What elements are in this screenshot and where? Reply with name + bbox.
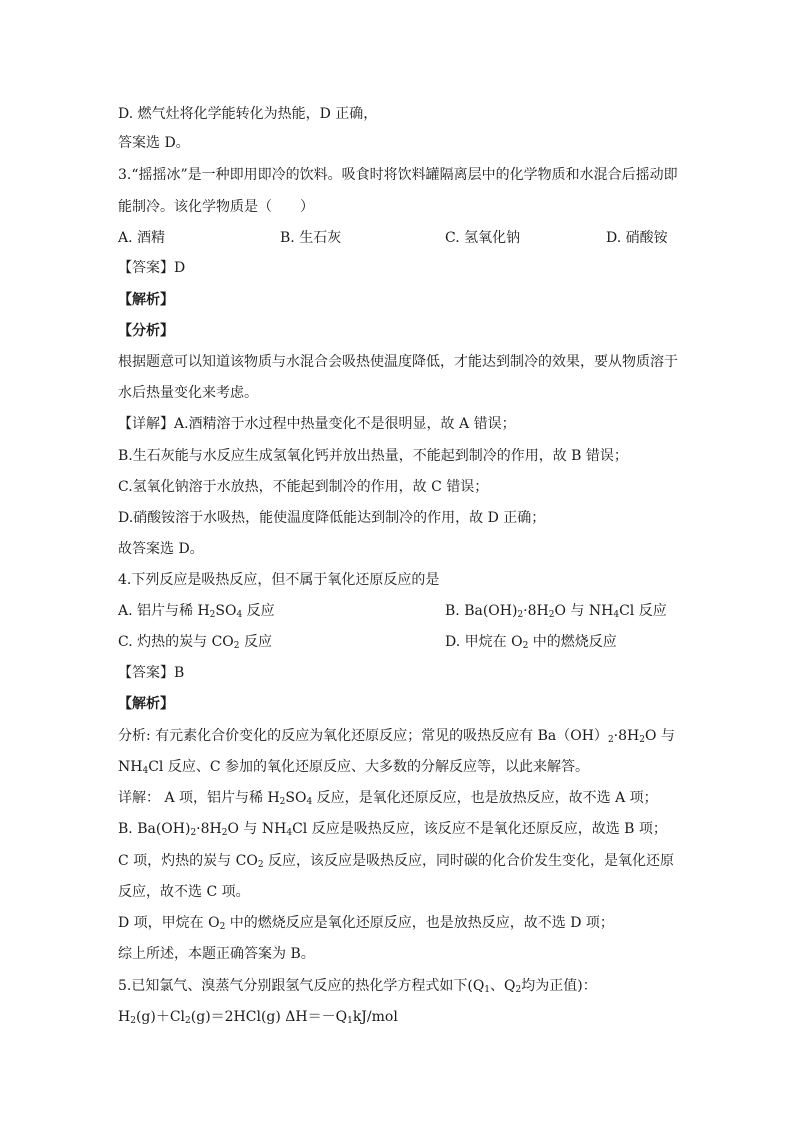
option-c: C. 氢氧化钠 [445, 230, 521, 246]
analysis-text: $NH_4Cl$ 反应、C 参加的氧化还原反应、大多数的分解反应等，以此来解答。 [118, 759, 590, 776]
option-a: A. 铝片与稀 $H_2SO_4$ 反应 [118, 603, 275, 620]
option-d: D. 甲烷在 $O_2$ 中的燃烧反应 [445, 634, 617, 651]
detail-text: B. $Ba(OH)_2\cdot 8H_2O$ 与 $NH_4Cl$ 反应是吸热反应，该反应不是氧化还原反应，故选 B 项； [118, 821, 667, 838]
analysis-text: 水后热量变化来考虑。 [118, 385, 258, 401]
jiexi-heading: 【解析】 [118, 696, 174, 712]
option-c: C. 灼热的炭与 $CO_2$ 反应 [118, 634, 272, 651]
detail-text: 【详解】A.酒精溶于水过程中热量变化不是很明显，故 A 错误； [118, 416, 516, 432]
text-line: 答案选 D。 [118, 135, 190, 151]
option-b: B. 生石灰 [280, 230, 342, 246]
option-d: D. 硝酸铵 [606, 230, 668, 246]
answer-label: 【答案】D [118, 260, 186, 276]
detail-text: C 项，灼热的炭与 $CO_2$ 反应，该反应是吸热反应，同时碳的化合价发生变化，是氧化还原 [118, 853, 674, 870]
fenxi-heading: 【分析】 [118, 323, 174, 339]
conclusion-text: 故答案选 D。 [118, 541, 204, 557]
detail-text: 反应，故不选 C 项。 [118, 884, 250, 900]
question-3-stem: 3.“摇摇冰”是一种即用即冷的饮料。吸食时将饮料罐隔离层中的化学物质和水混合后摇动即 [118, 167, 678, 183]
thermochemical-equation: $H_2(g)+Cl_2(g)=2HCl(g)$ $\Delta H=-Q_1kJ$/mol [118, 1009, 398, 1026]
detail-text: D.硝酸铵溶于水吸热，能使温度降低能达到制冷的作用，故 D 正确； [118, 510, 546, 526]
detail-text: C.氢氧化钠溶于水放热，不能起到制冷的作用，故 C 错误； [118, 479, 489, 495]
question-5-stem: 5.已知氯气、溴蒸气分别跟氢气反应的热化学方程式如下($Q_1$、$Q_2$均为正值)： [118, 978, 597, 995]
option-b: B. $Ba(OH)_2\cdot 8H_2O$ 与 $NH_4Cl$ 反应 [445, 603, 667, 620]
answer-label: 【答案】B [118, 665, 185, 681]
jiexi-heading: 【解析】 [118, 292, 174, 308]
analysis-text: 分析: 有元素化合价变化的反应为氧化还原反应；常见的吸热反应有 $Ba(OH)_2\cdot 8H_2O$ 与 [118, 728, 675, 745]
analysis-text: 根据题意可以知道该物质与水混合会吸热使温度降低，才能达到制冷的效果，要从物质溶于 [118, 354, 678, 370]
detail-text: 详解： A 项，铝片与稀 $H_2SO_4$ 反应，是氧化还原反应，也是放热反应，故不选 A 项； [118, 790, 658, 807]
conclusion-text: 综上所述，本题正确答案为 B。 [118, 946, 315, 962]
detail-text: B.生石灰能与水反应生成氢氧化钙并放出热量，不能起到制冷的作用，故 B 错误； [118, 448, 628, 464]
text-line: D. 燃气灶将化学能转化为热能，D 正确， [118, 106, 378, 122]
question-3-stem: 能制冷。该化学物质是（ ） [118, 199, 314, 215]
option-a: A. 酒精 [118, 230, 166, 246]
question-4-stem: 4.下列反应是吸热反应，但不属于氧化还原反应的是 [118, 572, 440, 588]
detail-text: D 项，甲烷在 $O_2$ 中的燃烧反应是氧化还原反应，也是放热反应，故不选 D 项； [118, 915, 614, 932]
